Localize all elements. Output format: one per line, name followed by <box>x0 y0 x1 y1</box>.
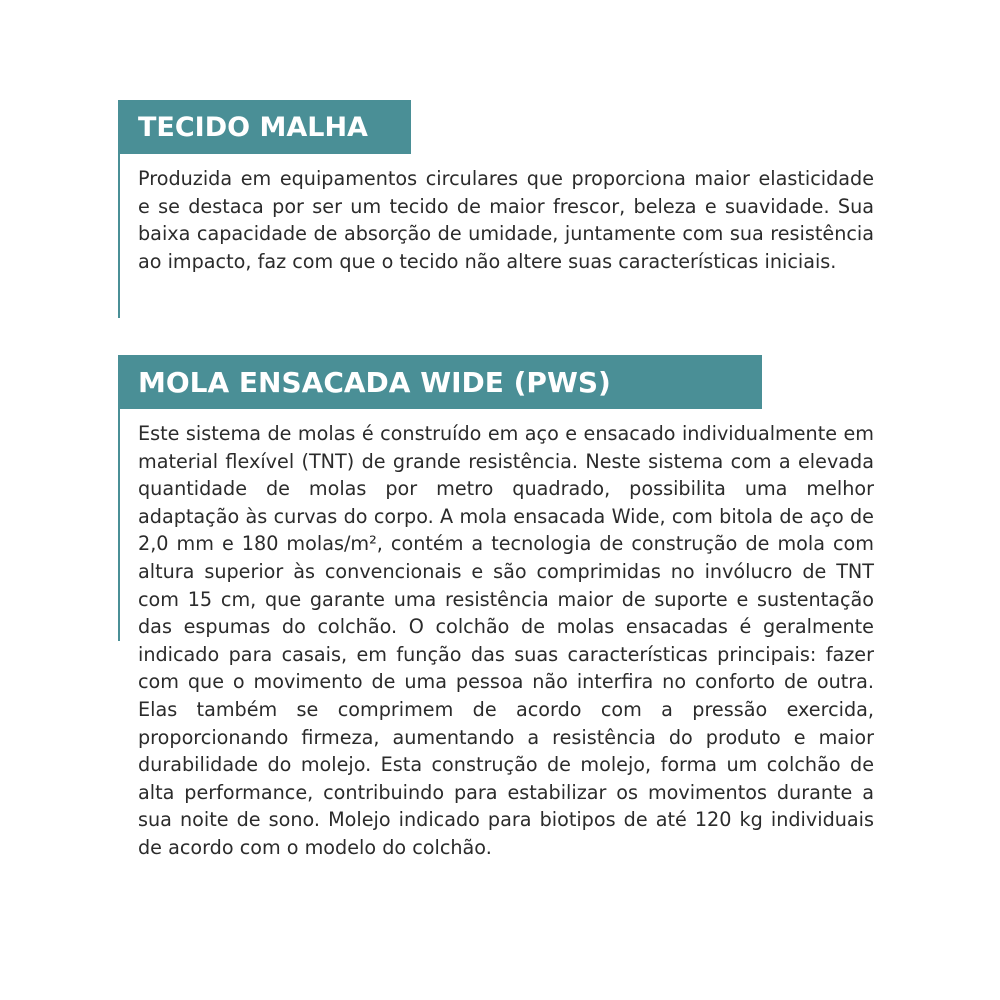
section-body-text: Produzida em equipamentos circulares que proporciona maior elasticidade e se destaca por ser um tecido de maior frescor, beleza e suavidade. Sua baixa capacidade de absorção de umidade, juntamente com sua resistência ao impacto, faz com que o tecido não altere suas características iniciais. <box>138 167 874 273</box>
section-heading: TECIDO MALHA <box>118 100 411 154</box>
section-body-text: Este sistema de molas é construído em aço e ensacado individualmente em material flexível (TNT) de grande resistência. Neste sistema com a elevada quantidade de molas por metro quadrado, possibilita uma melhor adaptação às curvas do corpo. A mola ensacada Wide, com bitola de aço de 2,0 mm e 180 molas/m², contém a tecnologia de construção de mola com altura superior às convencionais e são comprimidas no invólucro de TNT com 15 cm, que garante uma resistência maior de suporte e sustentação das espumas do colchão. O colchão de molas ensacadas é geralmente indicado para casais, em função das suas características principais: fazer com que o movimento de uma pessoa não interfira no conforto de outra. Elas também se comprimem de acordo com a pressão exercida, proporcionando firmeza, aumentando a resistência do produto e maior durabilidade do molejo. Esta construção de molejo, forma um colchão de alta performance, contribuindo para estabilizar os movimentos durante a sua noite de sono. Molejo indicado para biotipos de até 120 kg individuais de acordo com o modelo do colchão. <box>138 422 874 859</box>
section-heading: MOLA ENSACADA WIDE (PWS) <box>118 355 762 409</box>
